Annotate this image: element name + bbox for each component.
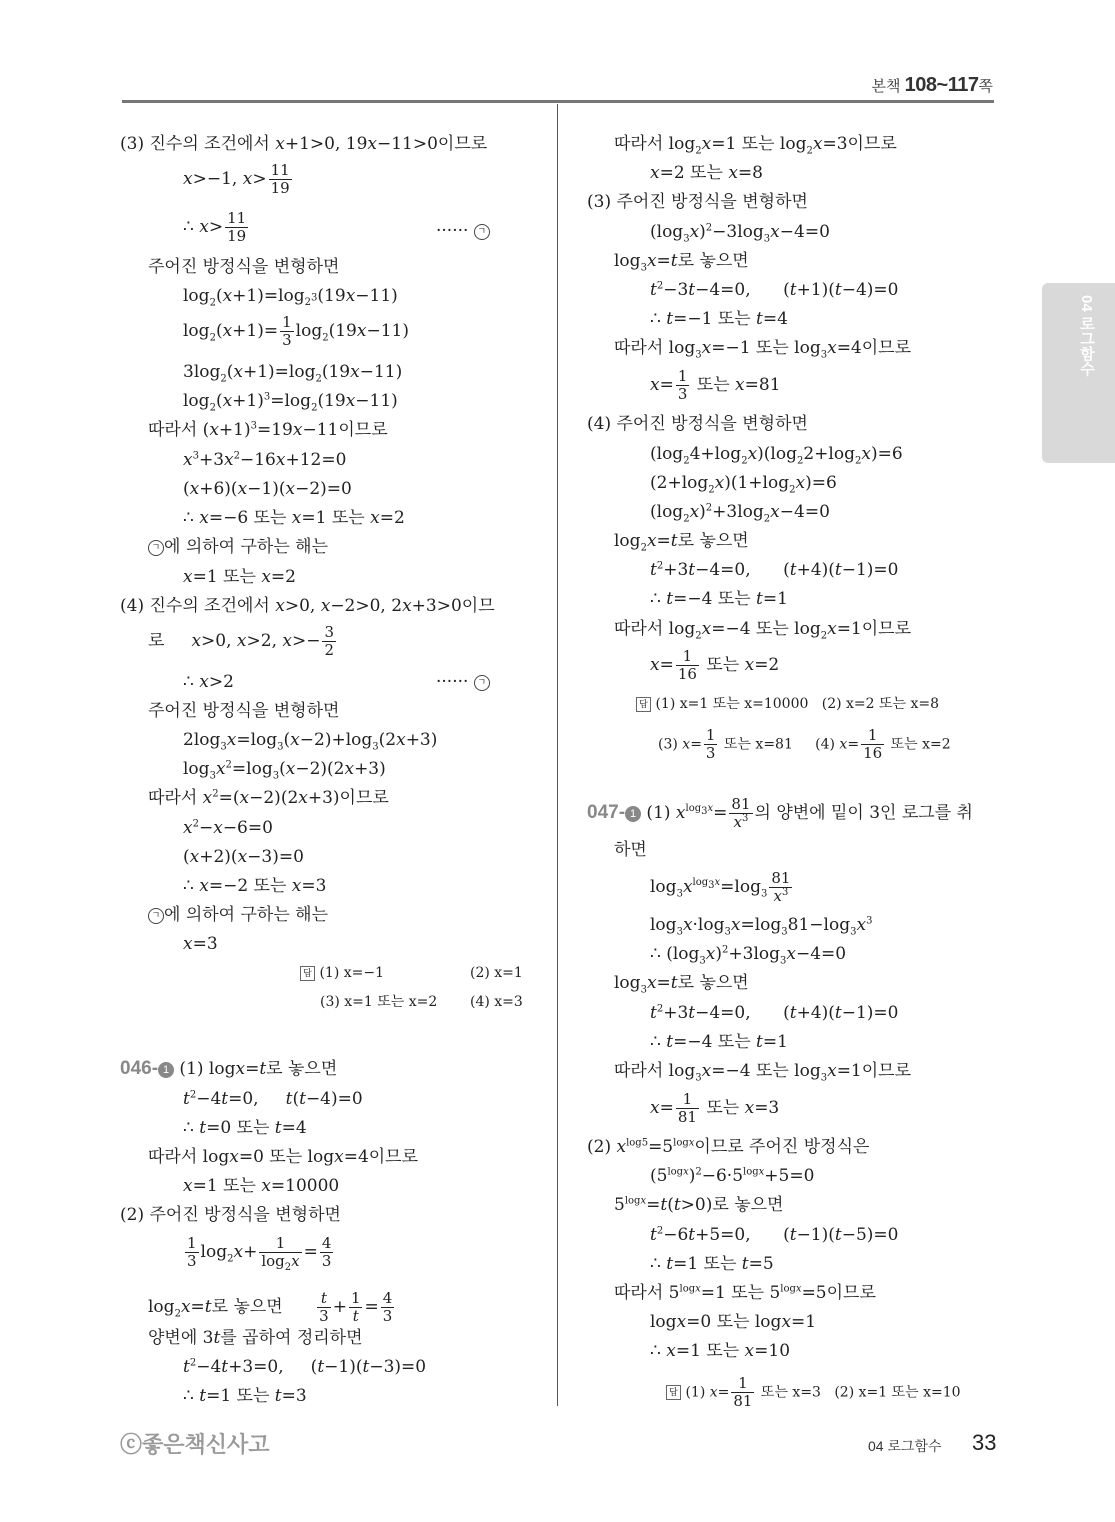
column-divider xyxy=(557,104,558,1406)
page-range: 108~117 xyxy=(904,74,979,96)
chapter-tab[interactable]: 04 로그함수 xyxy=(1042,283,1115,463)
answer-icon: 답 xyxy=(300,966,315,981)
problem-number-047: 047- xyxy=(587,802,626,823)
footer-chapter: 04 로그함수 xyxy=(868,1438,942,1454)
publisher-logo: ⓒ좋은책신사고 xyxy=(120,1432,270,1457)
answer-icon: 답 xyxy=(666,1385,681,1400)
header-rule xyxy=(122,100,994,103)
answer-icon: 답 xyxy=(636,697,651,712)
problem-number-046: 046- xyxy=(120,1058,159,1079)
page-header: 본책 108~117쪽 xyxy=(871,74,993,96)
page-number: 33 xyxy=(972,1430,997,1455)
